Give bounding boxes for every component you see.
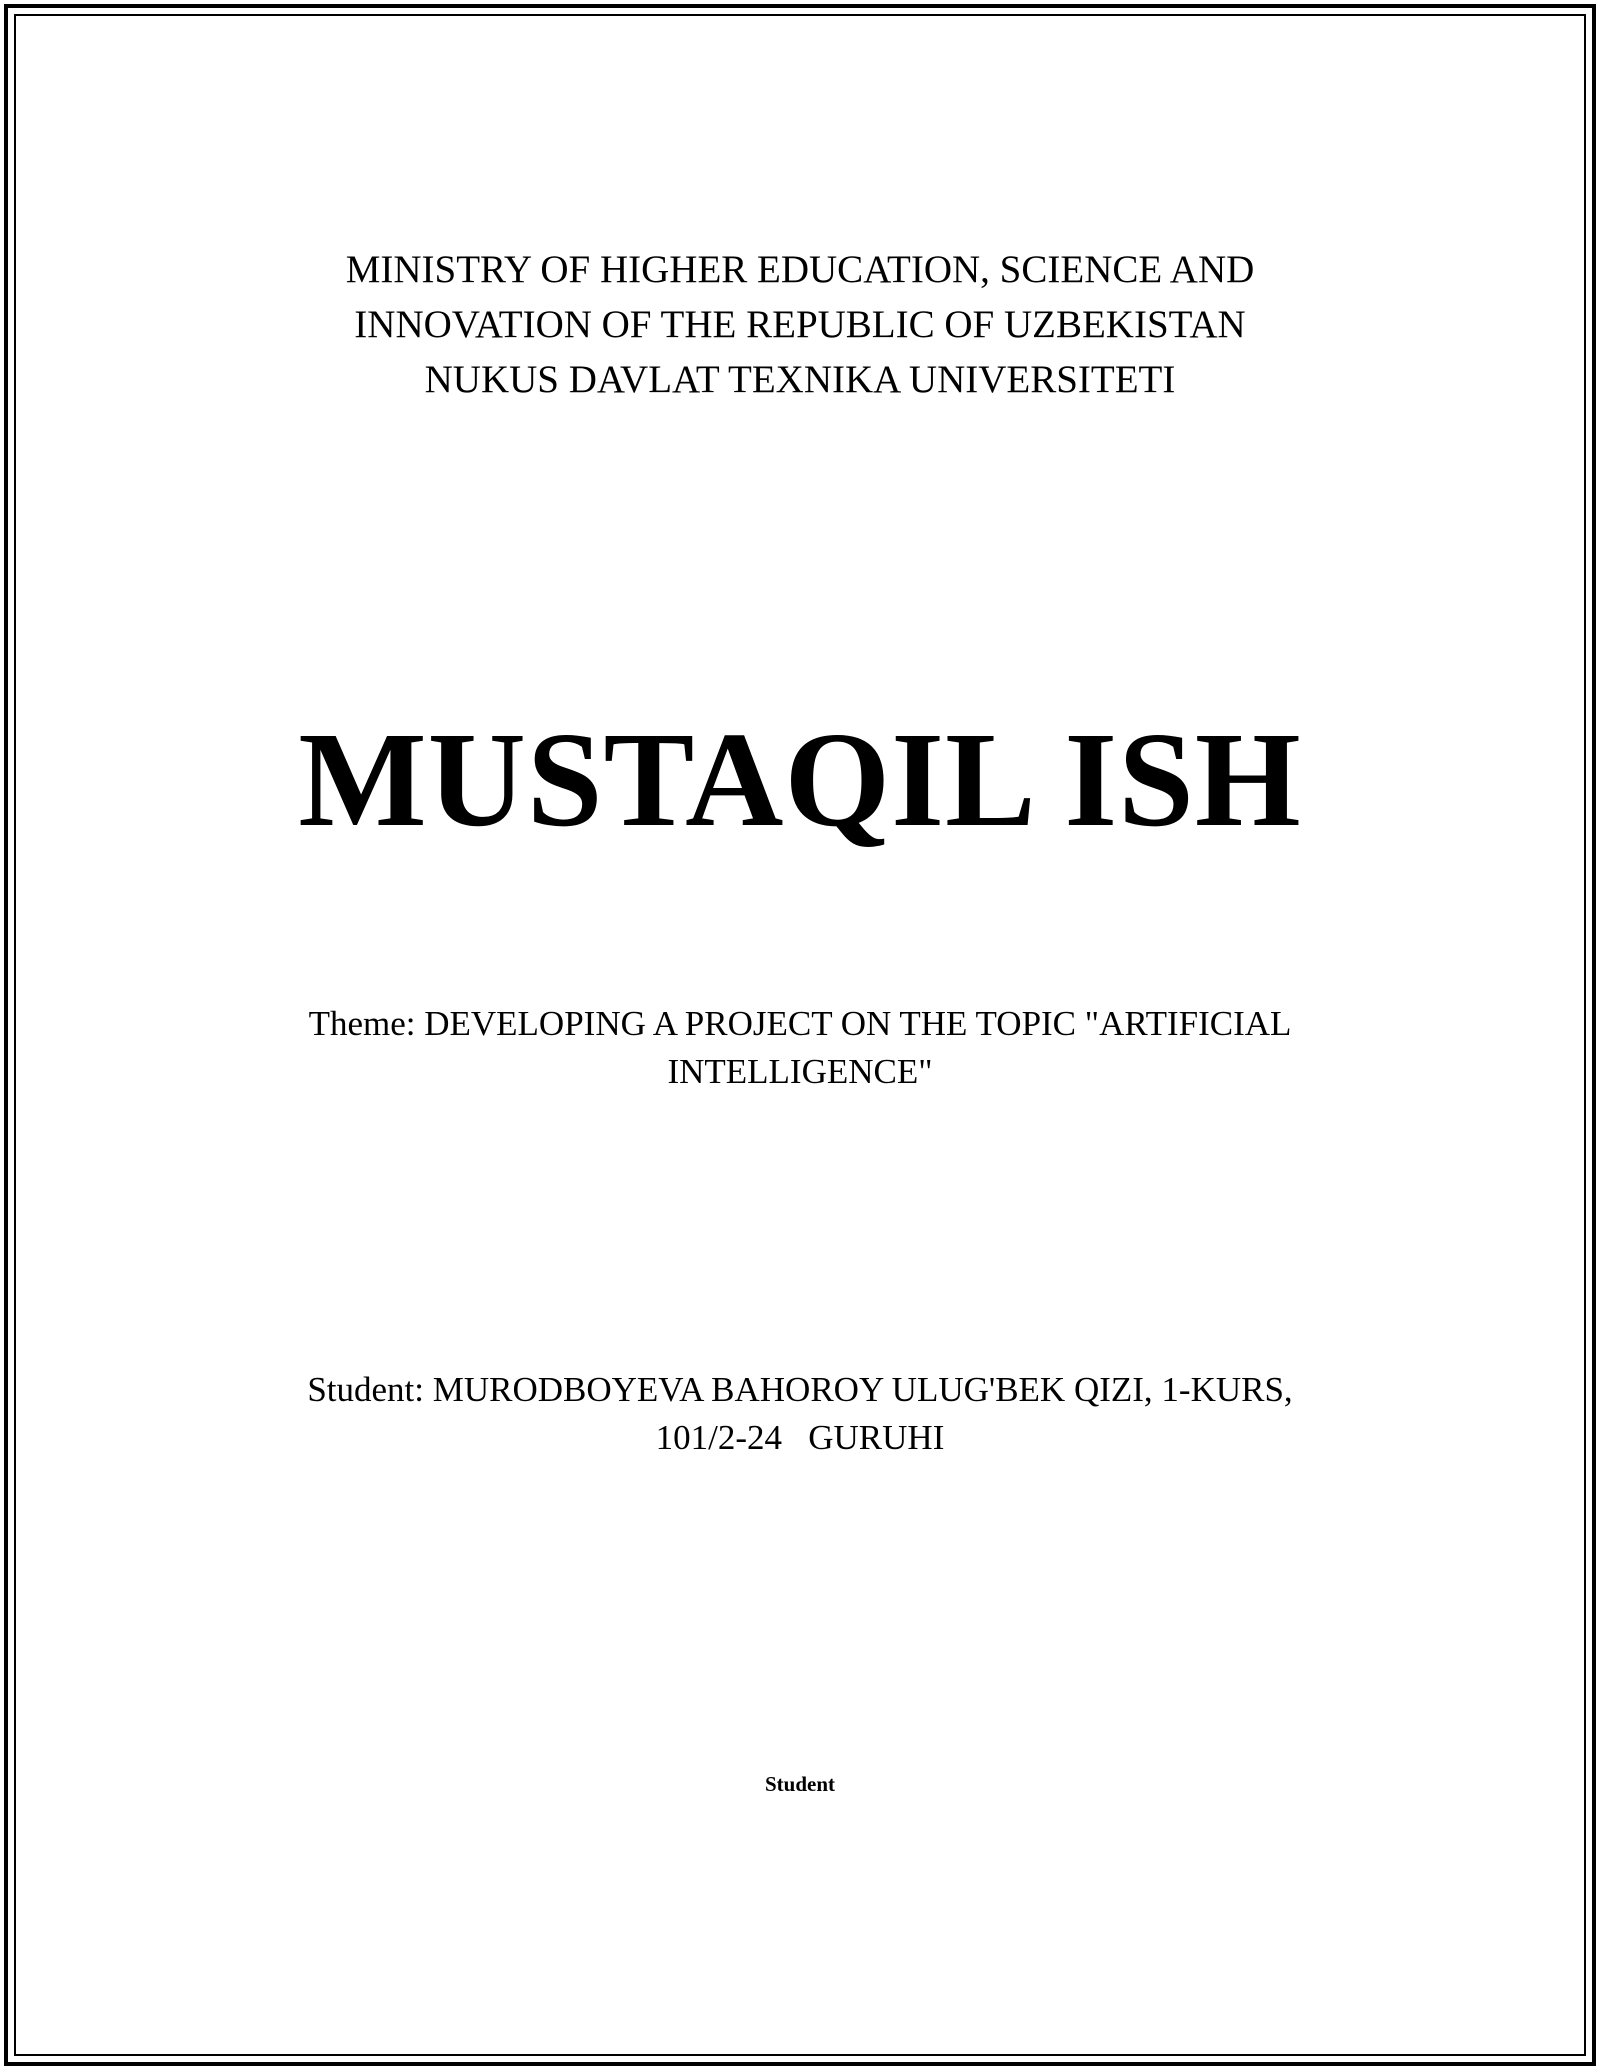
theme-line-1: Theme: DEVELOPING A PROJECT ON THE TOPIC "ARTIFICIAL	[308, 1004, 1292, 1043]
student-line-1: Student: MURODBOYEVA BAHOROY ULUG'BEK QIZI, 1-KURS,	[307, 1370, 1293, 1409]
theme-text	[0, 1000, 1600, 1096]
institution-header	[0, 242, 1600, 407]
document-title: MUSTAQIL ISH	[298, 705, 1302, 855]
theme-line-2: INTELLIGENCE"	[667, 1052, 933, 1091]
student-info	[0, 1366, 1600, 1462]
footer-label: Student	[764, 1772, 836, 1796]
student-line-2: 101/2-24 GURUHI	[655, 1418, 945, 1457]
header-line-3: NUKUS DAVLAT TEXNIKA UNIVERSITETI	[424, 358, 1176, 401]
header-line-2: INNOVATION OF THE REPUBLIC OF UZBEKISTAN	[354, 303, 1246, 346]
header-line-1: MINISTRY OF HIGHER EDUCATION, SCIENCE AND	[345, 248, 1255, 291]
